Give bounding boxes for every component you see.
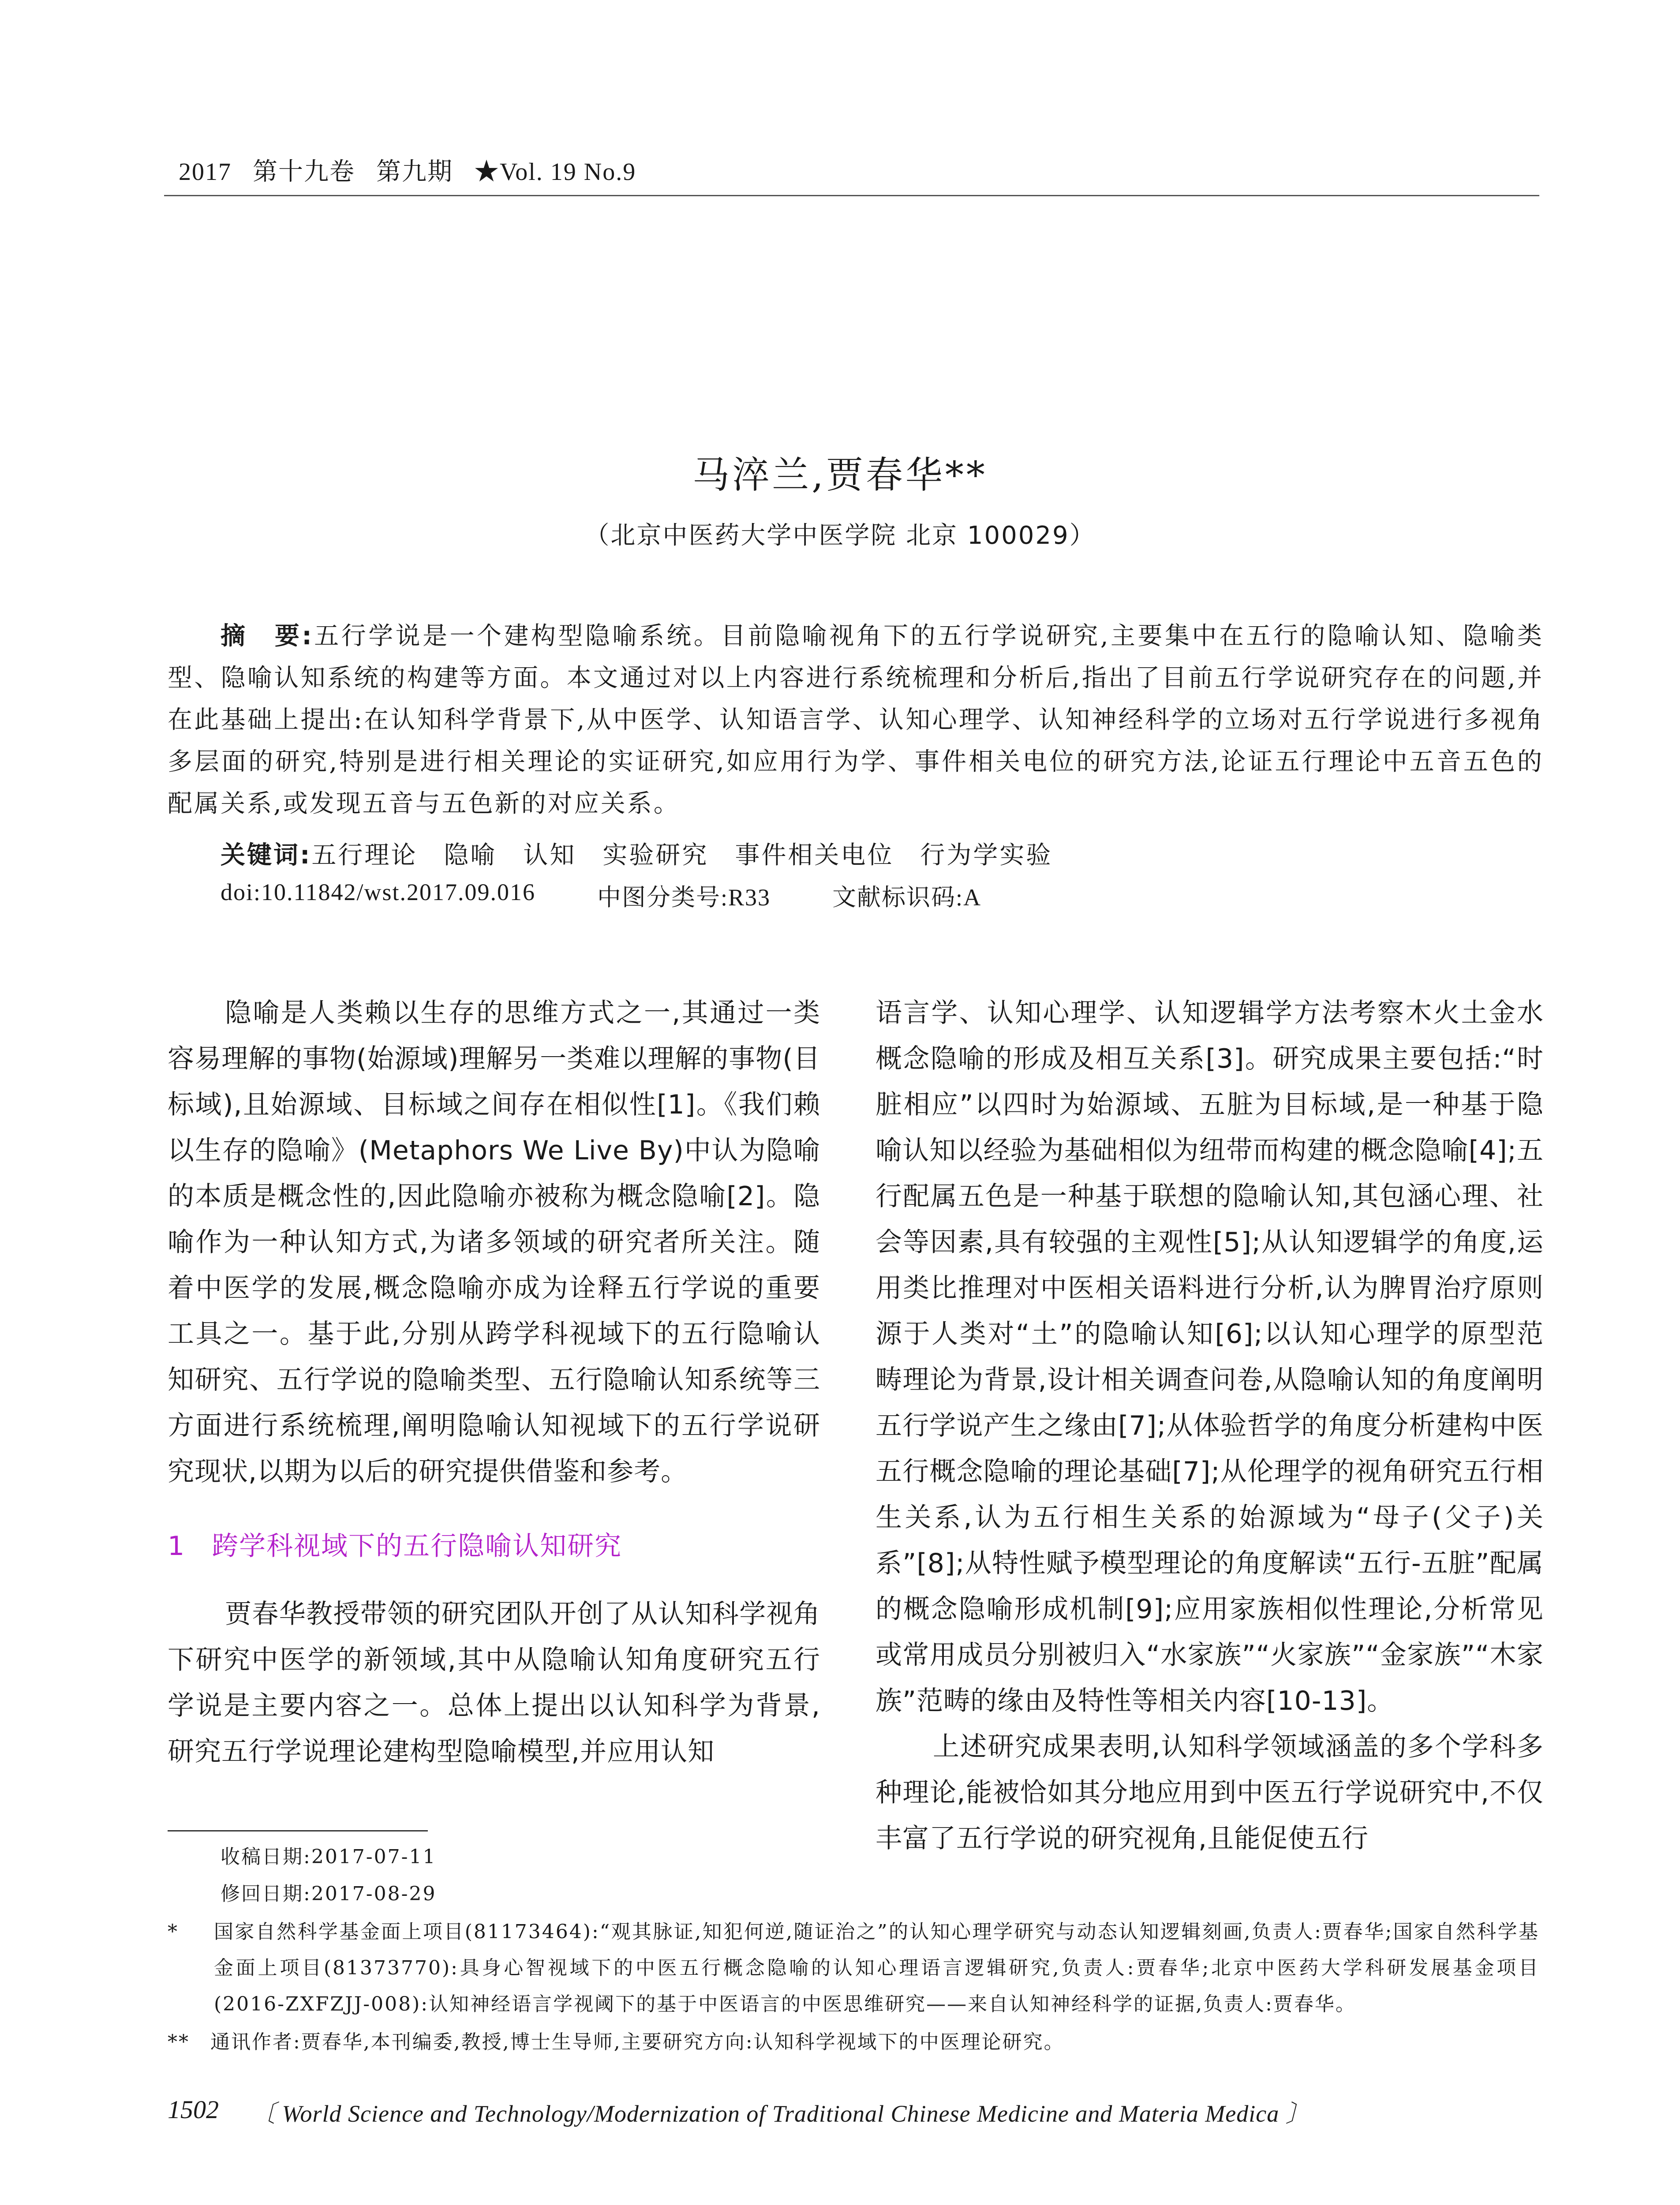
body-paragraph: 隐喻是人类赖以生存的思维方式之一,其通过一类容易理解的事物(始源域)理解另一类难以理解的事物(目标域),且始源域、目标域之间存在相似性[1]。《我们赖以生存的隐喻》(Metaphors We Live By)中认为隐喻的本质是概念性的,因此隐喻亦被称为概念隐喻[2]。隐喻作为一种认知方式,为诸多领域的研究者所关注。随着中医学的发展,概念隐喻亦成为诠释五行学说的重要工具之一。基于此,分别从跨学科视域下的五行隐喻认知研究、五行学说的隐喻类型、五行隐喻认知系统等三方面进行系统梳理,阐明隐喻认知视域下的五行学说研究现状,以期为以后的研究提供借鉴和参考。	[168, 998, 820, 1487]
body-paragraph: 语言学、认知心理学、认知逻辑学方法考察木火土金水概念隐喻的形成及相互关系[3]。研究成果主要包括:“时脏相应”以四时为始源域、五脏为目标域,是一种基于隐喻认知以经验为基础相似为纽带而构建的概念隐喻[4];五行配属五色是一种基于联想的隐喻认知,其包涵心理、社会等因素,具有较强的主观性[5];从认知逻辑学的角度,运用类比推理对中医相关语料进行分析,认为脾胃治疗原则源于人类对“土”的隐喻认知[6];以认知心理学的原型范畴理论为背景,设计相关调查问卷,从隐喻认知的角度阐明五行学说产生之缘由[7];从体验哲学的角度分析建构中医五行概念隐喻的理论基础[7];从伦理学的视角研究五行相生关系,认为五行相生关系的始源域为“母子(父子)关系”[8];从特性赋予模型理论的角度解读“五行-五脏”配属的概念隐喻形成机制[9];应用家族相似性理论,分析常见或常用成员分别被归入“水家族”“火家族”“金家族”“木家族”范畴的缘由及特性等相关内容[10-13]。	[876, 998, 1544, 1716]
document-code: 文献标识码:A	[832, 884, 982, 911]
clc-number: 中图分类号:R33	[597, 884, 771, 911]
keywords-label: 关键词:	[221, 841, 312, 870]
abstract	[168, 615, 1544, 825]
header-rule	[164, 195, 1539, 196]
section-heading	[168, 1523, 820, 1569]
left-column	[168, 990, 820, 1775]
body-paragraph: 上述研究成果表明,认知科学领域涵盖的多个学科多种理论,能被恰如其分地应用到中医五行学说研究中,不仅丰富了五行学说的研究视角,且能促使五行	[876, 1731, 1544, 1854]
section-title: 跨学科视域下的五行隐喻认知研究	[212, 1531, 622, 1562]
doi: doi:10.11842/wst.2017.09.016	[221, 879, 536, 905]
abstract-label: 摘 要:	[221, 622, 314, 650]
funding-text: 国家自然科学基金面上项目(81173464):“观其脉证,知犯何逆,随证治之”的认知心理学研究与动态认知逻辑刻画,负责人:贾春华;国家自然科学基金面上项目(81373770):具身心智视域下的中医五行概念隐喻的认知心理语言逻辑研究,负责人:贾春华;北京中医药大学科研发展基金项目(2016-ZXFZJJ-008):认知神经语言学视阈下的基于中医语言的中医思维研究——来自认知神经科学的证据,负责人:贾春华。	[214, 1921, 1539, 2015]
abstract-text: 五行学说是一个建构型隐喻系统。目前隐喻视角下的五行学说研究,主要集中在五行的隐喻认知、隐喻类型、隐喻认知系统的构建等方面。本文通过对以上内容进行系统梳理和分析后,指出了目前五行学说研究存在的问题,并在此基础上提出:在认知科学背景下,从中医学、认知语言学、认知心理学、认知神经科学的立场对五行学说进行多视角多层面的研究,特别是进行相关理论的实证研究,如应用行为学、事件相关电位的研究方法,论证五行理论中五音五色的配属关系,或发现五音与五色新的对应关系。	[168, 622, 1544, 818]
body-paragraph: 贾春华教授带领的研究团队开创了从认知科学视角下研究中医学的新领域,其中从隐喻认知角度研究五行学说是主要内容之一。总体上提出以认知科学为背景,研究五行学说理论建构型隐喻模型,并应用认知	[168, 1599, 820, 1767]
right-column	[876, 990, 1544, 1861]
keywords	[221, 836, 1052, 871]
funding-note	[168, 1914, 1539, 2022]
footnote-rule	[168, 1830, 428, 1831]
received-date: 收稿日期:2017-07-11	[221, 1846, 437, 1868]
corresponding-author-note: ** 通讯作者:贾春华,本刊编委,教授,博士生导师,主要研究方向:认知科学视域下的中医理论研究。	[168, 2031, 1065, 2053]
running-head: 2017 第十九卷 第九期 ★Vol. 19 No.9	[179, 158, 636, 186]
section-number: 1	[168, 1531, 186, 1562]
affiliation: （北京中医药大学中医学院 北京 100029）	[584, 521, 1096, 550]
identifier-row	[221, 878, 981, 912]
authors: 马淬兰,贾春华**	[692, 453, 988, 497]
keywords-text: 五行理论 隐喻 认知 实验研究 事件相关电位 行为学实验	[311, 841, 1053, 870]
revised-date: 修回日期:2017-08-29	[221, 1883, 437, 1905]
page-number: 1502	[168, 2095, 219, 2124]
journal-title: 〔 World Science and Technology/Modernization of Traditional Chinese Medicine and Materia Medica 〕	[251, 2100, 1310, 2127]
funding-marker: *	[168, 1921, 179, 1943]
